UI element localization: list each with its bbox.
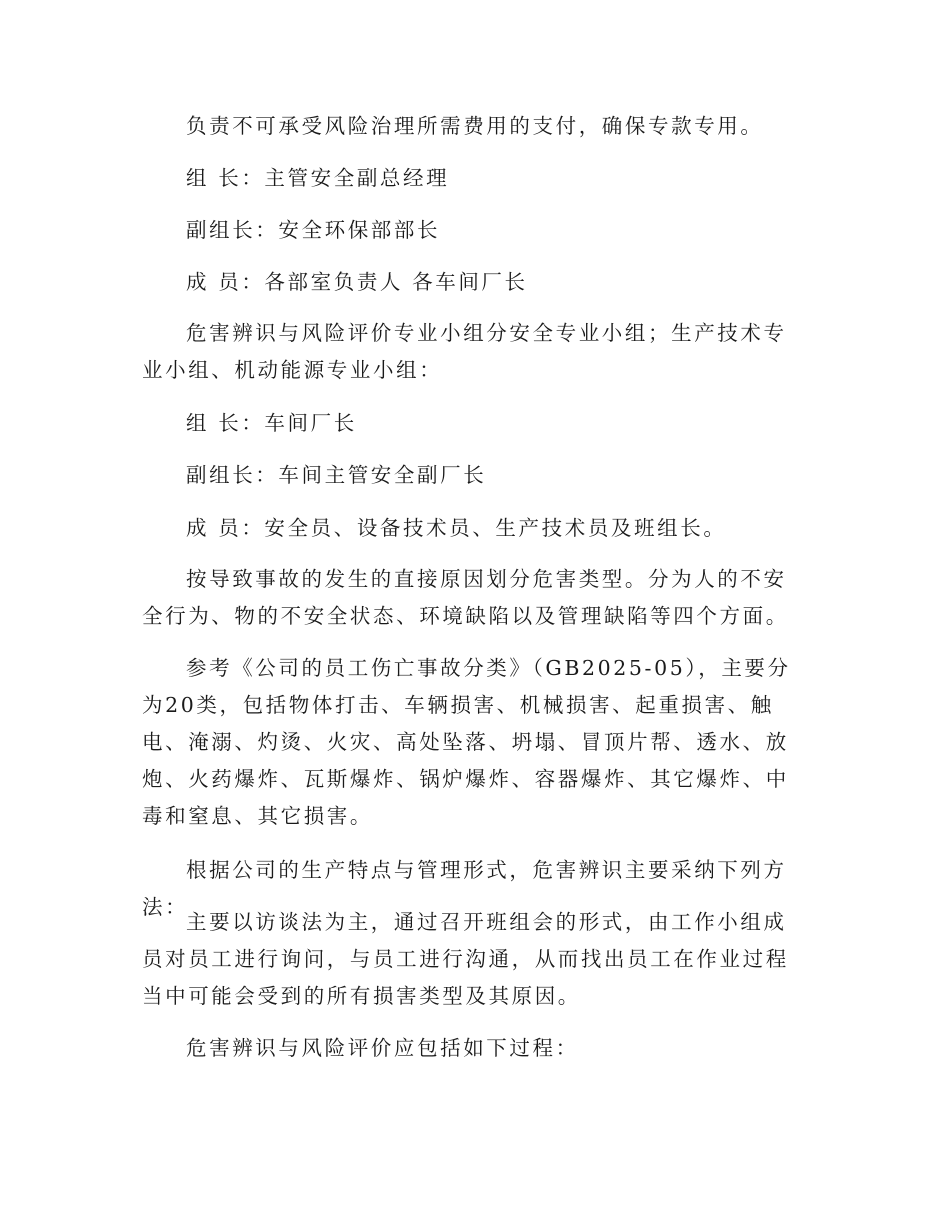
paragraph-interview-method: 主要以访谈法为主，通过召开班组会的形式，由工作小组成员对员工进行询问，与员工进行沟通，从而找出员工在作业过程当中可能会受到的所有损害类型及其原因。 xyxy=(142,910,789,1008)
paragraph-workshop-leader: 组 长：车间厂长 xyxy=(186,411,357,435)
paragraph-deputy-leader: 副组长：安全环保部部长 xyxy=(186,218,441,242)
paragraph-funding: 负责不可承受风险治理所需费用的支付，确保专款专用。 xyxy=(186,114,764,138)
paragraph-methods-intro: 根据公司的生产特点与管理形式，危害辨识主要采纳下列方法： xyxy=(142,858,787,919)
paragraph-process-heading: 危害辨识与风险评价应包括如下过程： xyxy=(186,1036,579,1060)
paragraph-workshop-deputy: 副组长：车间主管安全副厂长 xyxy=(186,463,487,487)
paragraph-members: 成 员：各部室负责人 各车间厂长 xyxy=(186,270,528,294)
paragraph-group-leader: 组 长：主管安全副总经理 xyxy=(186,166,450,190)
paragraph-hazard-types: 按导致事故的发生的直接原因划分危害类型。分为人的不安全行为、物的不安全状态、环境缺陷以及管理缺陷等四个方面。 xyxy=(142,567,789,628)
paragraph-specialist-groups: 危害辨识与风险评价专业小组分安全专业小组；生产技术专业小组、机动能源专业小组： xyxy=(142,321,787,382)
paragraph-workshop-members: 成 员：安全员、设备技术员、生产技术员及班组长。 xyxy=(186,516,727,540)
paragraph-accident-classification: 参考《公司的员工伤亡事故分类》（GB2025-05），主要分为20类，包括物体打击、车辆损害、机械损害、起重损害、触电、淹溺、灼烫、火灾、高处坠落、坍塌、冒顶片帮、透水、放炮、火药爆炸、瓦斯爆炸、锅炉爆炸、容器爆炸、其它爆炸、中毒和窒息、其它损害。 xyxy=(142,656,791,828)
